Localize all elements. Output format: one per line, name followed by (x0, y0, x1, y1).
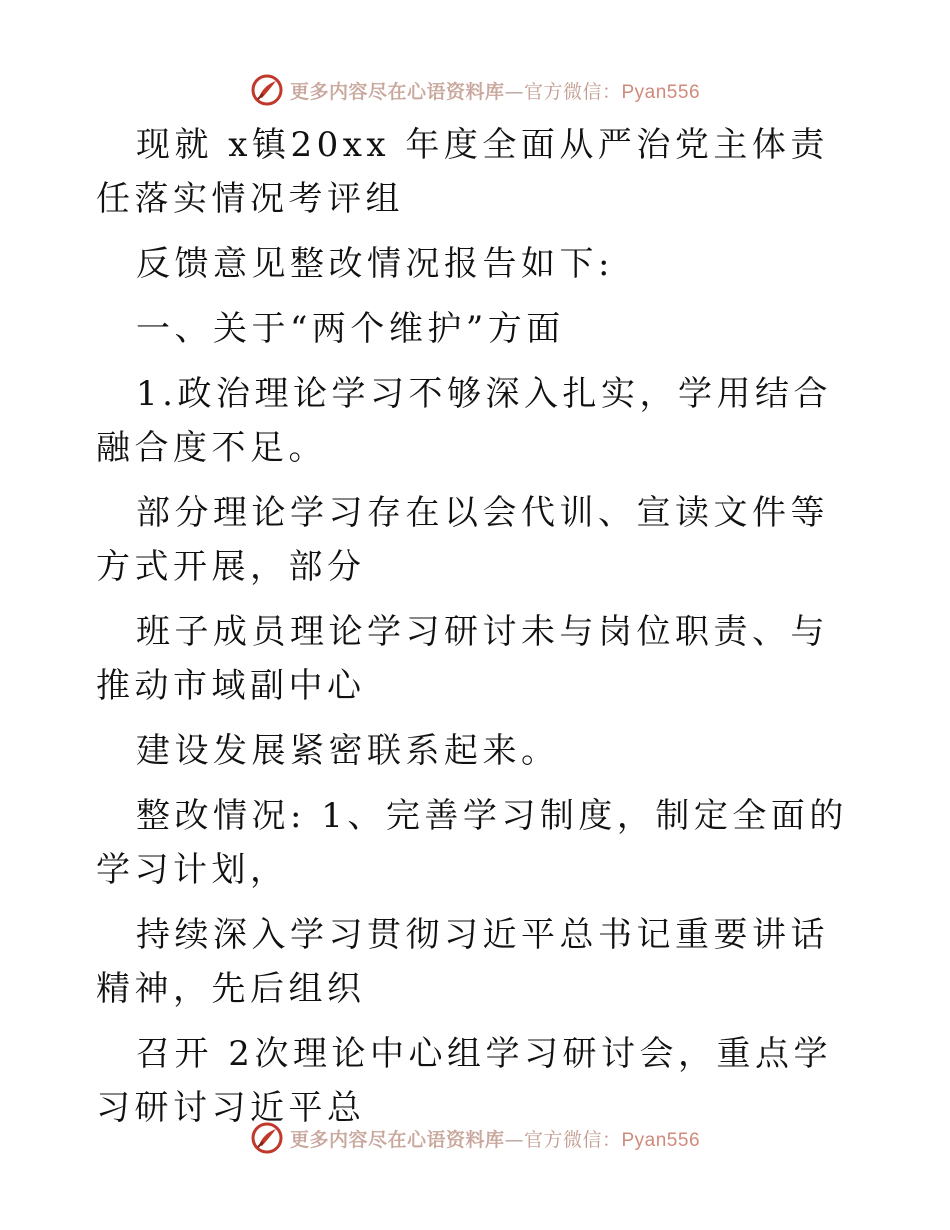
paragraph: 一、关于“两个维护”方面 (136, 309, 565, 349)
watermark-dash: — (504, 80, 524, 103)
paragraph: 部分理论学习存在以会代训、宣读文件等方式开展，部分 (96, 493, 829, 587)
document-body (96, 118, 856, 1146)
watermark-label: 官方微信： (523, 80, 622, 103)
quill-logo-icon (250, 73, 284, 107)
watermark-id: Pyan556 (621, 1129, 701, 1151)
paragraph: 建设发展紧密联系起来。 (136, 731, 560, 771)
footer-watermark (0, 1118, 950, 1158)
watermark-main-text: 更多内容尽在心语资料库 (289, 1128, 505, 1151)
header-watermark (0, 70, 950, 110)
paragraph: 反馈意见整改情况报告如下: (136, 244, 614, 284)
quill-logo-icon (250, 1121, 284, 1155)
paragraph: 班子成员理论学习研讨未与岗位职责、与推动市域副中心 (96, 612, 829, 706)
paragraph: 持续深入学习贯彻习近平总书记重要讲话精神，先后组织 (96, 915, 829, 1009)
paragraph: 召开 2次理论中心组学习研讨会，重点学习研讨习近平总 (96, 1034, 832, 1128)
watermark-id: Pyan556 (621, 81, 701, 103)
watermark-main-text: 更多内容尽在心语资料库 (289, 80, 505, 103)
watermark-label: 官方微信： (523, 1128, 622, 1151)
watermark-dash: — (504, 1128, 524, 1151)
paragraph: 现就 x镇20xx 年度全面从严治党主体责任落实情况考评组 (96, 125, 829, 219)
paragraph: 整改情况: 1、完善学习制度，制定全面的学习计划， (96, 796, 848, 890)
paragraph: 1.政治理论学习不够深入扎实，学用结合融合度不足。 (96, 374, 832, 468)
